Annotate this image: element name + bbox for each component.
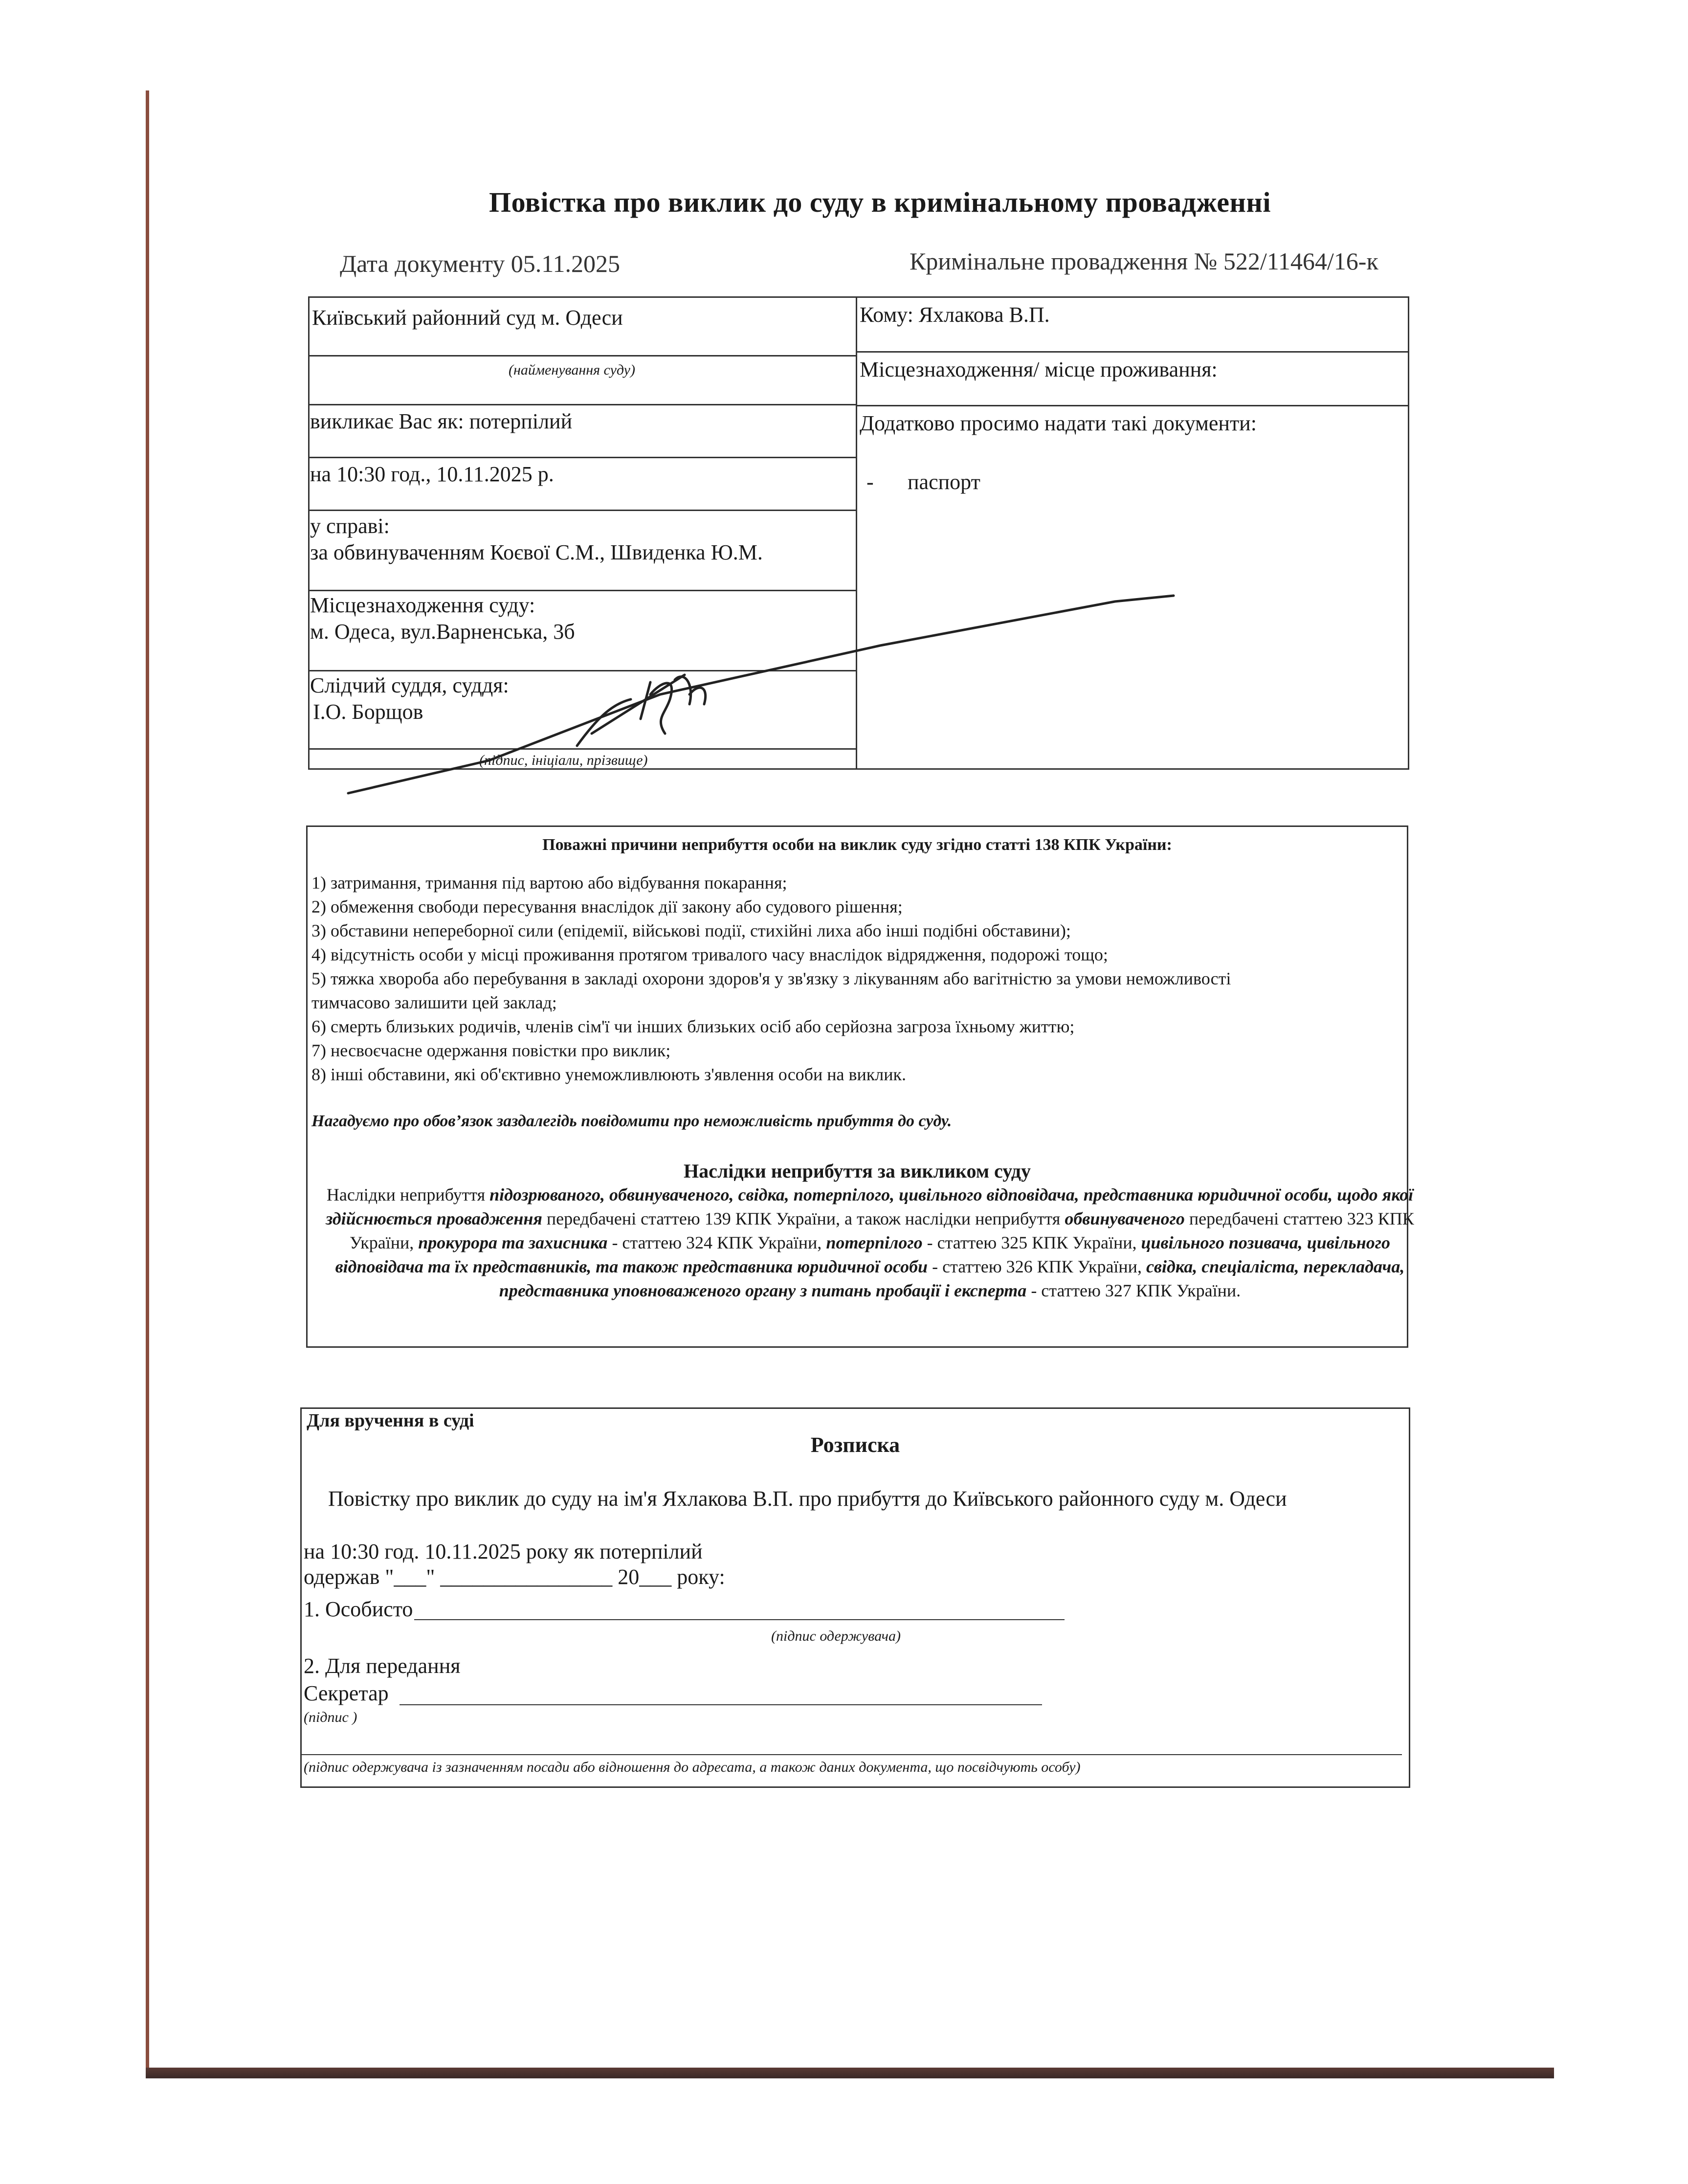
grounds-item: 8) інші обставини, які об'єктивно унеможливлюють з'явлення особи на виклик. — [311, 1065, 906, 1084]
case-number: Кримінальне провадження № 522/11464/16-к — [910, 247, 1378, 275]
consequences-text: Наслідки неприбуття підозрюваного, обвинуваченого, свідка, потерпілого, цивільного відповідача, представника юридичної особи, щодо якої здійснюється провадження передбачені статтею 139 КПК України, а також наслідки неприбуття обвинуваченого передбачені статтею 323 КПК України, прокурора та захисника - статтею 324 КПК України, потерпілого - статтею 325 КПК України, цивільного позивача, цивільного відповідача та їх представників, та також представника юридичної особи - статтею 326 КПК України, свідка, спеціаліста, перекладача, представника уповноваженого органу з питань пробації і експерта - статтею 327 КПК України. — [326, 1185, 1414, 1300]
recipient: Кому: Яхлакова В.П. — [860, 303, 1050, 327]
grounds-item: тимчасово залишити цей заклад; — [311, 993, 557, 1012]
personal-signature-line — [414, 1619, 1065, 1620]
receipt-box — [300, 1407, 1410, 1788]
document-date: Дата документу 05.11.2025 — [340, 250, 620, 277]
receipt-line-1: Повістку про виклик до суду на ім'я Яхлакова В.П. про прибуття до Київського районного суду м. Одеси — [328, 1487, 1287, 1511]
grounds-item: 1) затримання, тримання під вартою або відбування покарання; — [311, 873, 787, 892]
document-title: Повістка про виклик до суду в кримінальному провадженні — [489, 186, 1271, 218]
grounds-item: 7) несвоєчасне одержання повістки про виклик; — [311, 1041, 671, 1060]
documents-item: паспорт — [908, 470, 980, 494]
grounds-item: 4) відсутність особи у місці проживання протягом тривалого часу внаслідок відрядження, подорожі тощо; — [311, 945, 1108, 964]
receipt-title: Розписка — [810, 1433, 900, 1457]
grounds-box — [306, 825, 1414, 1348]
documents-bullet: - — [866, 470, 874, 494]
grounds-item: 5) тяжка хвороба або перебування в закладі охорони здоров'я у зв'язку з лікуванням або вагітністю за умови неможливості — [311, 969, 1231, 988]
grounds-item: 6) смерть близьких родичів, членів сім'ї чи інших близьких осіб або серйозна загроза їхньому життю; — [311, 1017, 1075, 1036]
consequences-title: Наслідки неприбуття за викликом суду — [684, 1160, 1031, 1182]
signature-caption: (підпис, ініціали, прізвище) — [479, 752, 648, 768]
grounds-list — [311, 871, 1417, 1087]
secretary-signature-line — [400, 1704, 1042, 1705]
footer-caption: (підпис одержувача із зазначенням посади або відношення до адресата, а також даних документа, що посвідчують особу) — [304, 1759, 1081, 1775]
case-value: за обвинуваченням Коєвої С.М., Швиденка Ю.М. — [310, 540, 763, 564]
court-name: Київський районний суд м. Одеси — [312, 306, 623, 330]
personal-signature-caption: (підпис одержувача) — [771, 1628, 901, 1644]
receipt-secretary: Секретар — [304, 1681, 389, 1705]
receipt-line-2: на 10:30 год. 10.11.2025 року як потерпілий — [304, 1539, 703, 1563]
court-location-value: м. Одеса, вул.Варненська, 3б — [310, 620, 575, 644]
receipt-personal: 1. Особисто — [304, 1597, 413, 1621]
court-location-label: Місцезнаходження суду: — [310, 593, 535, 617]
judge-label: Слідчий суддя, суддя: — [310, 673, 509, 697]
recipient-location: Місцезнаходження/ місце проживання: — [860, 357, 1218, 381]
receipt-line-3: одержав "___" ________________ 20___ року: — [304, 1565, 725, 1589]
grounds-item: 2) обмеження свободи пересування внаслідок дії закону або судового рішення; — [311, 897, 903, 916]
court-name-caption: (найменування суду) — [509, 362, 635, 378]
secretary-caption: (підпис ) — [304, 1709, 357, 1725]
appearance-time: на 10:30 год., 10.11.2025 р. — [310, 462, 554, 486]
case-label: у справі: — [310, 514, 390, 538]
grounds-title: Поважні причини неприбуття особи на виклик суду згідно статті 138 КПК України: — [542, 836, 1172, 854]
receipt-header: Для вручення в суді — [307, 1410, 474, 1431]
receipt-transfer: 2. Для передання — [304, 1654, 461, 1678]
judge-name: І.О. Борщов — [313, 700, 423, 724]
called-as: викликає Вас як: потерпілий — [310, 409, 573, 433]
grounds-item: 3) обставини непереборної сили (епідемії, військові події, стихійні лиха або інші подібні обставини); — [311, 921, 1071, 940]
footer-signature-line — [302, 1754, 1402, 1755]
reminder-text: Нагадуємо про обов’язок заздалегідь повідомити про неможливість прибуття до суду. — [311, 1112, 952, 1130]
documents-label: Додатково просимо надати такі документи: — [860, 411, 1257, 435]
